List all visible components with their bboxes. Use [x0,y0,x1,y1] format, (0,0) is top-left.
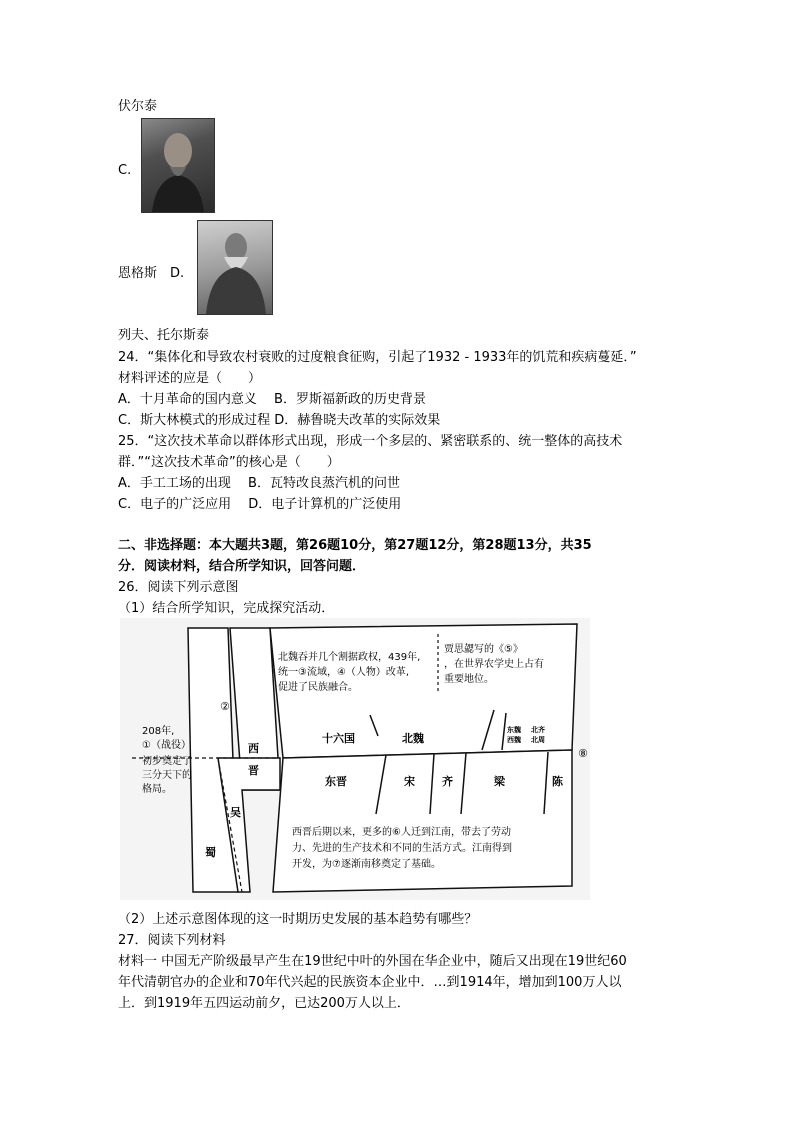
portrait-photo-tolstoy [197,220,273,315]
svg-text:力、先进的生产技术和不同的生活方式。江南得到: 力、先进的生产技术和不同的生活方式。江南得到 [292,843,512,854]
label-xijin-2: 晋 [248,764,259,777]
text-south-development: 西晋后期以来，更多的⑥人迁到江南，带去了劳动 [292,827,511,838]
label-dongwei: 东魏 [507,726,521,734]
svg-text:统一③流域，④（人物）改革,: 统一③流域，④（人物）改革, [278,667,410,678]
label-wu: 吴 [230,806,241,819]
material-text: 上．到1919年五四运动前夕，已达200万人以上． [118,996,410,1011]
label-8: ⑧ [578,747,588,760]
answer-option-text: 伏尔泰 [118,99,158,114]
text-beiwei-note: 北魏吞并几个割据政权，439年, [278,652,421,663]
question-24-stem: 24．“集体化和导致农村衰败的过度粮食征购，引起了1932 - 1933年的饥荒和疾病蔓延．” [118,350,637,365]
option-c-label: C. [118,163,132,178]
label-beiqi: 北齐 [531,726,545,734]
label-xijin-1: 西 [248,742,259,755]
svg-text:三分天下的: 三分天下的 [142,770,192,781]
question-27-stem: 27．阅读下列材料 [118,933,226,948]
svg-text:初步奠定了: 初步奠定了 [142,756,192,767]
question-24-options: C．斯大林模式的形成过程 D．赫鲁晓夫改革的实际效果 [118,413,441,428]
answer-option-text: 列夫、托尔斯泰 [118,328,210,343]
label-shiliuguo: 十六国 [322,732,355,745]
question-24-stem: 材料评述的应是（ ） [118,371,262,386]
svg-text:重要地位。: 重要地位。 [444,674,494,685]
material-text: 年代清朝官办的企业和70年代兴起的民族资本企业中．…到1914年，增加到100万人以 [118,975,622,990]
svg-text:，在世界农学史上占有: ，在世界农学史上占有 [444,659,544,670]
question-26-subquestion: （1）结合所学知识，完成探究活动． [118,601,335,616]
question-24-options: A．十月革命的国内意义 B．罗斯福新政的历史背景 [118,392,426,407]
label-xiwei: 西魏 [507,736,521,744]
question-25-stem: 25．“这次技术革命以群体形式出现，形成一个多层的、紧密联系的、统一整体的高技术 [118,434,623,449]
svg-text:①（战役）: ①（战役） [142,740,191,751]
label-beiwei: 北魏 [402,732,424,745]
section-heading: 分．阅读材料，结合所学知识，回答问题． [118,559,366,574]
history-schematic-diagram [120,618,590,900]
section-heading: 二、非选择题：本大题共3题，第26题10分，第27题12分，第28题13分，共35 [118,538,592,553]
text-208: 208年, [142,726,175,737]
question-25-stem: 群．”“这次技术革命”的核心是（ ） [118,455,340,470]
material-text: 材料一 中国无产阶级最早产生在19世纪中叶的外国在华企业中，随后又出现在19世纪60 [118,954,627,969]
svg-text:格局。: 格局。 [142,784,172,795]
answer-option-text: 恩格斯 D. [118,266,185,281]
label-2: ② [220,700,230,713]
label-shu: 蜀 [205,846,216,859]
text-jia-sixie-note: 贾思勰写的《⑤》 [444,644,523,655]
label-beizhou: 北周 [531,736,545,744]
svg-text:促进了民族融合。: 促进了民族融合。 [278,682,358,693]
svg-text:开发，为⑦逐渐南移奠定了基础。: 开发，为⑦逐渐南移奠定了基础。 [292,859,441,870]
label-chen: 陈 [552,775,563,788]
question-26-subquestion: （2）上述示意图体现的这一时期历史发展的基本趋势有哪些？ [118,912,478,927]
question-25-options: C．电子的广泛应用 D．电子计算机的广泛使用 [118,497,402,512]
label-qi: 齐 [442,775,453,788]
label-dongjin: 东晋 [325,775,347,788]
label-liang: 梁 [494,775,505,788]
question-25-options: A．手工工场的出现 B．瓦特改良蒸汽机的问世 [118,476,400,491]
question-26-stem: 26．阅读下列示意图 [118,580,239,595]
label-song: 宋 [404,775,415,788]
portrait-photo-engels [141,118,215,213]
